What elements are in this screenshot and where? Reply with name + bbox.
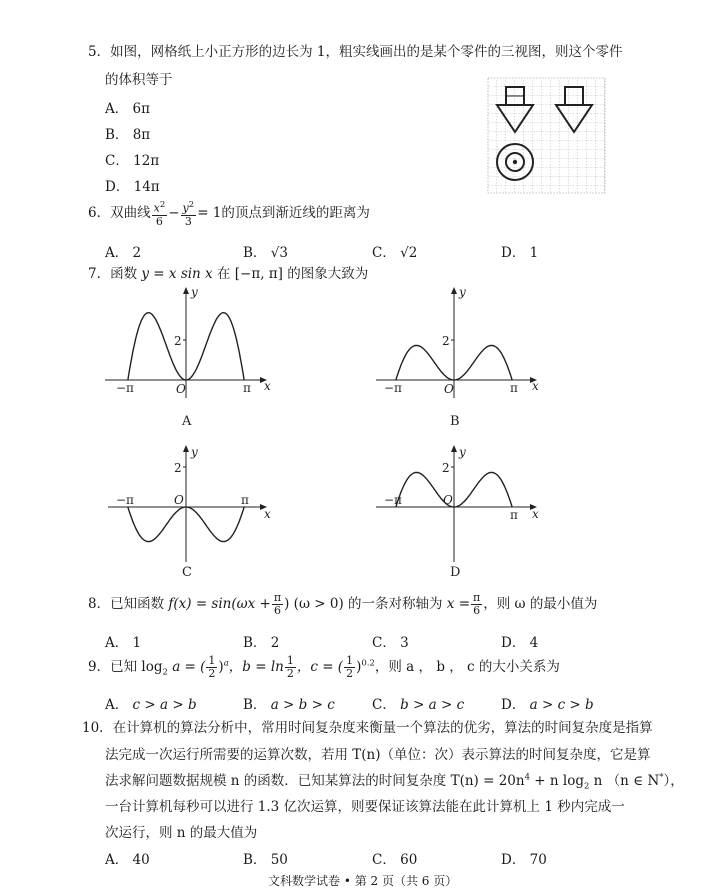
q9-option-a[interactable]: A． c > a > b (105, 697, 197, 713)
graph-c-origin: O (174, 493, 184, 507)
graph-b-x-label: x (532, 379, 539, 393)
graph-a-x-label: x (264, 379, 271, 393)
q10-line4: 一台计算机每秒可以进行 1.3 亿次运算，则要保证该算法能在此计算机上 1 秒内完成一 (105, 799, 625, 815)
graph-b-left-label: −π (384, 381, 402, 395)
q6-option-a[interactable]: A． 2 (105, 245, 142, 261)
graph-b-y-label: y (459, 285, 466, 299)
graph-b-tick-2: 2 (442, 334, 450, 348)
q10-option-c[interactable]: C． 60 (372, 852, 418, 868)
q10-line5: 次运行，则 n 的最大值为 (105, 825, 258, 841)
fraction-x2-over-6: $\frac{x^2}{6}$ (153, 200, 166, 228)
graph-b-caption: B (450, 414, 460, 429)
graph-c-left-label: −π (116, 493, 134, 507)
q9-stem: 9．已知 $\log_2 a$ = ( $\frac{1}{2}$ )$^a$，b = ln $\frac{1}{2}$ ，c = ( $\frac{1}{2}$ )$^{0.2}$，则 a ， b ， c 的大小关系为 (88, 654, 560, 680)
q9-option-b[interactable]: B． a > b > c (243, 697, 335, 713)
fraction-pi-over-6: $\frac{\pi}{6}$ (273, 591, 282, 617)
graph-b-right-label: π (510, 381, 518, 395)
graph-d-x-label: x (532, 507, 539, 521)
q10-option-b[interactable]: B． 50 (243, 852, 288, 868)
q6-stem: 6．双曲线 $\frac{x^2}{6}$ − $\frac{y^2}{3}$ = 1的顶点到渐近线的距离为 (88, 200, 370, 228)
graph-c-right-label: π (241, 493, 249, 507)
q5-option-b[interactable]: B． 8π (105, 127, 151, 143)
q6-option-d[interactable]: D． 1 (501, 245, 539, 261)
graph-a-caption: A (182, 414, 192, 429)
q5-option-c[interactable]: C． 12π (105, 153, 160, 169)
q5-number: 5． (88, 44, 111, 60)
q8-option-a[interactable]: A． 1 (105, 635, 142, 651)
fraction-y2-over-3: $\frac{y^2}{3}$ (182, 200, 195, 228)
page-footer: 文科数学试卷 • 第 2 页（共 6 页） (268, 874, 458, 888)
graph-d-caption: D (450, 565, 461, 580)
q7-graphs (100, 280, 700, 590)
q9-option-d[interactable]: D． a > c > b (501, 697, 594, 713)
graph-a-left-label: −π (116, 381, 134, 395)
graph-a-origin: O (176, 382, 186, 396)
q8-option-b[interactable]: B． 2 (243, 635, 280, 651)
q10-option-d[interactable]: D． 70 (501, 852, 547, 868)
q6-option-c[interactable]: C． √2 (372, 245, 418, 261)
fraction-axis-pi-over-6: $\frac{\pi}{6}$ (473, 591, 481, 617)
q10-line2: 法完成一次运行所需要的运算次数，若用 T(n)（单位：次）表示算法的时间复杂度，它是算 (105, 747, 651, 763)
q5-line2: 的体积等于 (105, 72, 173, 88)
graph-d-tick-2: 2 (442, 461, 450, 475)
graph-c-caption: C (182, 565, 192, 580)
q10-option-a[interactable]: A． 40 (105, 852, 150, 868)
q7-stem: 7．函数 y = x sin x 在 [−π, π] 的图象大致为 (88, 266, 369, 282)
graph-d-y-label: y (459, 445, 466, 459)
graph-d-left-label: −π (384, 493, 402, 507)
q5-option-d[interactable]: D． 14π (105, 179, 160, 195)
graph-a-right-label: π (243, 381, 251, 395)
three-view-figure (487, 77, 607, 195)
graph-c-y-label: y (191, 445, 198, 459)
graph-b-origin: O (444, 382, 454, 396)
q8-stem: 8．已知函数 f(x) = sin(ωx + $\frac{\pi}{6}$ ) (ω > 0) 的一条对称轴为 x = $\frac{\pi}{6}$ ，则 ω 的最小值为 (88, 591, 598, 617)
graph-a-y-label: y (191, 285, 198, 299)
q5-text: 如图，网格纸上小正方形的边长为 1，粗实线画出的是某个零件的三视图，则这个零件 (110, 44, 623, 60)
graph-a-tick-2: 2 (174, 334, 182, 348)
q8-option-d[interactable]: D． 4 (501, 635, 539, 651)
q6-option-b[interactable]: B． √3 (243, 245, 288, 261)
graph-c-tick-2: 2 (174, 461, 182, 475)
graph-c-x-label: x (264, 507, 271, 521)
q10-line3: 法求解问题数据规模 n 的函数．已知某算法的时间复杂度 $T(n) = 20n^4 + n$ $\log_2 n$ （n ∈ N*）， (105, 772, 684, 792)
graph-d-origin: O (443, 493, 453, 507)
q9-option-c[interactable]: C． b > a > c (372, 697, 465, 713)
q5-line1 (88, 40, 622, 60)
q10-line1: 10．在计算机的算法分析中，常用时间复杂度来衡量一个算法的优劣，算法的时间复杂度是指算 (82, 720, 653, 736)
q8-option-c[interactable]: C． 3 (372, 635, 409, 651)
graph-d-right-label: π (510, 508, 518, 522)
q5-option-a[interactable]: A． 6π (105, 101, 151, 117)
